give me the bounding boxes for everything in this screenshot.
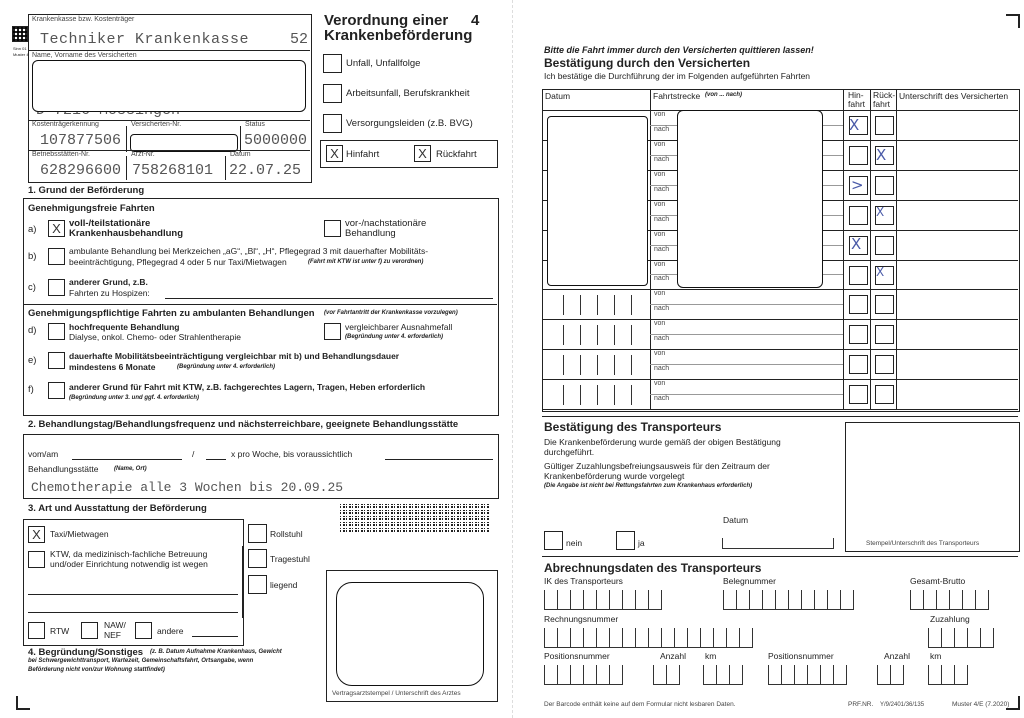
option-e-letter: e) [28, 355, 37, 366]
billing-comb-field[interactable] [544, 588, 661, 610]
billing-comb-field[interactable] [544, 663, 622, 685]
ja-checkbox[interactable] [616, 531, 635, 550]
section4-title: 4. Begründung/Sonstiges [28, 647, 144, 658]
frequency-slash: / [192, 449, 195, 459]
transport-l2: durchgeführt. [544, 447, 595, 457]
bsnr-value: 628296600 [40, 162, 122, 179]
pre-post-l1: vor-/nachstationäre [345, 218, 427, 229]
inpatient-l1: voll-/teilstationäre [69, 218, 151, 229]
route-to-label: nach [654, 245, 670, 253]
section3-title: 3. Art und Ausstattung der Beförderung [28, 503, 207, 514]
redacted-trip-dates [547, 116, 648, 286]
route-to-label: nach [654, 275, 670, 283]
col-header-datum: Datum [545, 91, 571, 101]
confirmation-title: Bestätigung durch den Versicherten [544, 56, 751, 70]
trip-rueckfahrt-checkbox[interactable] [875, 236, 894, 255]
trip-hinfahrt-checkbox[interactable] [849, 355, 868, 374]
col-header-hin-l1: Hin- [848, 90, 864, 100]
col-header-route: Fahrtstrecke [653, 91, 701, 101]
approval-trips-title: Genehmigungspflichtige Fahrten zu ambulanten Behandlungen [28, 308, 315, 319]
option-b-letter: b) [28, 251, 37, 262]
section2-title: 2. Behandlungstag/Behandlungsfrequenz und nächsterreichbare, geeignete Behandlungsstätte [28, 419, 459, 430]
route-from-label: von [654, 230, 666, 238]
route-to-label: nach [654, 395, 670, 403]
option-c-letter: c) [28, 282, 36, 293]
km2-label: km [930, 651, 942, 661]
other-reason-l2: Fahrten zu Hospizen: [69, 288, 150, 298]
route-from-label: von [654, 260, 666, 268]
section1-title: 1. Grund der Beförderung [28, 185, 145, 196]
rtw-checkbox[interactable] [28, 622, 45, 639]
rechnung-label: Rechnungsnummer [544, 614, 619, 624]
naw-l1: NAW/ [104, 620, 126, 630]
route-from-label: von [654, 290, 666, 298]
trip-rueckfahrt-checkbox[interactable] [875, 295, 894, 314]
tragestuhl-checkbox[interactable] [248, 549, 267, 568]
trip-rueckfahrt-checkbox[interactable] [875, 116, 894, 135]
andere-checkbox[interactable] [135, 622, 152, 639]
transport-note: (Die Angabe ist nicht bei Rettungsfahrten zum Krankenhaus erforderlich) [544, 483, 753, 489]
trip-hinfahrt-checkbox[interactable] [849, 206, 868, 225]
mobility-l1: dauerhafte Mobilitätsbeeinträchtigung vergleichbar mit b) und Behandlungsdauer [69, 351, 400, 361]
inpatient-checkbox[interactable]: X [48, 220, 65, 237]
other-reason-l1: anderer Grund, z.B. [69, 277, 148, 287]
trip-rueckfahrt-checkbox[interactable] [875, 385, 894, 404]
inpatient-l2: Krankenhausbehandlung [69, 228, 184, 239]
trip-rueckfahrt-checkbox[interactable] [875, 355, 894, 374]
corner-mark-bottom-left [16, 696, 30, 710]
facility-value: Chemotherapie alle 3 Wochen bis 20.09.25 [31, 480, 344, 495]
vomam-label: vom/am [28, 449, 59, 459]
section4-l3: Beförderung nicht von/zur Wohnung stattfindet) [28, 667, 165, 673]
barcode-note: Der Barcode enthält keine auf dem Formular nicht lesbaren Daten. [544, 701, 736, 708]
rollstuhl-checkbox[interactable] [248, 524, 267, 543]
transport-title: Bestätigung des Transporteurs [544, 420, 722, 434]
trip-hinfahrt-checkbox[interactable] [849, 266, 868, 285]
route-to-label: nach [654, 185, 670, 193]
high-frequency-l1: hochfrequente Behandlung [69, 322, 180, 332]
transport-l1: Die Krankenbeförderung wurde gemäß der obigen Bestätigung [544, 437, 781, 447]
accident-checkbox[interactable] [323, 54, 342, 73]
pre-post-checkbox[interactable] [324, 220, 341, 237]
ja-label: ja [638, 538, 645, 548]
route-from-label: von [654, 350, 666, 358]
trip-rueckfahrt-checkbox[interactable] [875, 176, 894, 195]
transport-stamp-box [845, 422, 1020, 552]
rtw-label: RTW [50, 626, 70, 636]
hinfahrt-label: Hinfahrt [346, 149, 380, 160]
rueckfahrt-label: Rückfahrt [436, 149, 477, 160]
rollstuhl-label: Rollstuhl [270, 529, 303, 539]
route-to-label: nach [654, 215, 670, 223]
route-from-label: von [654, 380, 666, 388]
exception-l2: (Begründung unter 4. erforderlich) [345, 334, 444, 340]
taxi-label: Taxi/Mietwagen [50, 529, 109, 539]
instruction-text: Bitte die Fahrt immer durch den Versicherten quittieren lassen! [544, 45, 814, 55]
col-header-rueck-l2: fahrt [873, 99, 891, 109]
zuzahlung-label: Zuzahlung [930, 614, 970, 624]
confirmation-subtitle: Ich bestätige die Durchführung der im Folgenden aufgeführten Fahrten [544, 71, 811, 81]
transport-l4: Krankenbeförderung wurde vorgelegt [544, 471, 685, 481]
ktw-l2: und/oder Einrichtung notwendig ist wegen [50, 559, 208, 569]
trip-hinfahrt-checkbox[interactable] [849, 385, 868, 404]
section4-note: (z. B. Datum Aufnahme Krankenhaus, Gewicht [150, 649, 282, 655]
taxi-checkbox[interactable]: X [28, 526, 45, 543]
outpatient-l2: beeinträchtigung, Pflegegrad 4 oder 5 nur Taxi/Mietwagen [69, 257, 287, 267]
datum-label: Datum [723, 515, 749, 525]
exception-checkbox[interactable] [324, 323, 341, 340]
pension-checkbox[interactable] [323, 114, 342, 133]
anzahl1-label: Anzahl [660, 651, 686, 661]
route-from-label: von [654, 200, 666, 208]
rueckfahrt-checkbox[interactable]: X [414, 145, 431, 162]
anzahl2-label: Anzahl [884, 651, 910, 661]
ktk-value: 107877506 [40, 132, 122, 149]
side-qr-code [12, 26, 28, 42]
physician-stamp-caption: Vertragsarztstempel / Unterschrift des Arztes [332, 690, 461, 697]
ktw-reason-l1: anderer Grund für Fahrt mit KTW, z.B. fachgerechtes Lagern, Tragen, Heben erforderlich [69, 382, 426, 392]
col-header-route-note: (von ... nach) [705, 92, 743, 98]
andere-label: andere [157, 626, 184, 636]
insurer-name: Techniker Krankenkasse [40, 31, 250, 48]
datum-field[interactable] [722, 528, 834, 548]
outpatient-note: (Fahrt mit KTW ist unter f) zu verordnen) [308, 259, 424, 265]
section4-l2: bei Schwergewichttransport, Wartezeit, Gemeinschaftsfahrt, Ortsangabe, wenn [28, 658, 254, 664]
lanr-value: 758268101 [132, 162, 214, 179]
option-f-letter: f) [28, 384, 34, 395]
transport-l3: Gültiger Zuzahlungsbefreiungsausweis für den Zeitraum der [544, 461, 770, 471]
outpatient-checkbox[interactable] [48, 248, 65, 265]
hinfahrt-checkbox[interactable]: X [326, 145, 343, 162]
ik-label: IK des Transporteurs [544, 576, 623, 586]
route-from-label: von [654, 111, 666, 118]
date-label: Datum [230, 151, 251, 158]
form-version: Muster 4/E (7.2020) [952, 701, 1010, 708]
gesamt-label: Gesamt-Brutto [910, 576, 966, 586]
col-header-hin-l2: fahrt [848, 99, 866, 109]
route-to-label: nach [654, 155, 670, 163]
side-code-1: Sinn 01 [13, 46, 27, 51]
approval-trips-note: (vor Fahrtantritt der Krankenkasse vorzulegen) [324, 310, 458, 316]
exception-l1: vergleichbarer Ausnahmefall [345, 322, 453, 332]
redacted-name [32, 60, 306, 112]
outpatient-l1: ambulante Behandlung bei Merkzeichen „aG“, „Bl“, „H“, Pflegegrad 3 mit dauerhafter Mobilitäts- [69, 246, 429, 256]
row6-rueckfahrt-mark: X [876, 265, 885, 279]
trip-hinfahrt-checkbox[interactable] [849, 325, 868, 344]
route-to-label: nach [654, 365, 670, 373]
lanr-label: Arzt-Nr. [131, 151, 155, 158]
route-from-label: von [654, 140, 666, 148]
km1-label: km [705, 651, 717, 661]
route-to-label: nach [654, 125, 670, 133]
prfnr-value: Y/9/2401/36/135 [880, 702, 925, 708]
work-accident-checkbox[interactable] [323, 84, 342, 103]
form-2d-barcode [340, 502, 490, 532]
row5-hinfahrt-mark: X [851, 235, 862, 253]
row3-hinfahrt-mark: > [851, 176, 864, 194]
tragestuhl-label: Tragestuhl [270, 554, 310, 564]
facility-note: (Name, Ort) [114, 466, 147, 472]
prfnr-label: PRF.NR. [848, 701, 874, 708]
billing-comb-field[interactable] [910, 588, 988, 610]
billing-comb-field[interactable] [877, 663, 903, 685]
status-value: 5000000 [244, 132, 308, 149]
col-header-signature: Unterschrift des Versicherten [899, 91, 1009, 101]
trip-hinfahrt-checkbox[interactable] [849, 146, 868, 165]
date-value: 22.07.25 [229, 162, 302, 179]
trip-rueckfahrt-checkbox[interactable] [875, 325, 894, 344]
route-from-label: von [654, 170, 666, 178]
option-d-letter: d) [28, 325, 37, 336]
high-frequency-l2: Dialyse, onkol. Chemo- oder Strahlentherapie [69, 332, 241, 342]
nein-label: nein [566, 538, 583, 548]
route-from-label: von [654, 320, 666, 328]
mobility-checkbox[interactable] [48, 352, 65, 369]
billing-comb-field[interactable] [768, 663, 846, 685]
option-a-letter: a) [28, 224, 37, 235]
col-header-rueck-l1: Rück- [873, 90, 896, 100]
work-accident-label: Arbeitsunfall, Berufskrankheit [346, 88, 470, 99]
row1-hinfahrt-mark: X [849, 116, 860, 134]
billing-title: Abrechnungsdaten des Transporteurs [544, 561, 762, 575]
row4-rueckfahrt-mark: X [876, 205, 885, 219]
row2-rueckfahrt-mark: X [876, 146, 887, 164]
side-code-2: Muster 4 [13, 52, 29, 57]
mobility-note: (Begründung unter 4. erforderlich) [177, 364, 276, 370]
pension-label: Versorgungsleiden (z.B. BVG) [346, 118, 473, 129]
mobility-l2: mindestens 6 Monate [69, 362, 156, 372]
billing-comb-field[interactable] [928, 663, 967, 685]
naw-checkbox[interactable] [81, 622, 98, 639]
status-label: Status [245, 121, 265, 128]
billing-comb-field[interactable] [723, 588, 853, 610]
transport-stamp-caption: Stempel/Unterschrift des Transporteurs [866, 540, 980, 547]
redacted-trip-routes [677, 110, 823, 288]
liegend-label: liegend [270, 580, 298, 590]
beleg-label: Belegnummer [723, 576, 776, 586]
page-fold [512, 0, 513, 718]
ktw-checkbox[interactable] [28, 551, 45, 568]
trip-hinfahrt-checkbox[interactable] [849, 295, 868, 314]
free-trips-title: Genehmigungsfreie Fahrten [28, 203, 155, 214]
billing-comb-field[interactable] [544, 626, 752, 648]
vnr-label: Versicherten-Nr. [131, 121, 182, 128]
ktw-l1: KTW, da medizinisch-fachliche Betreuung [50, 549, 208, 559]
billing-comb-field[interactable] [653, 663, 679, 685]
high-frequency-checkbox[interactable] [48, 323, 65, 340]
ktw-reason-checkbox[interactable] [48, 382, 65, 399]
corner-mark-top-right [1006, 14, 1020, 28]
per-week-label: x pro Woche, bis voraussichtlich [231, 449, 353, 459]
naw-l2: NEF [104, 630, 121, 640]
nein-checkbox[interactable] [544, 531, 563, 550]
insurer-label: Krankenkasse bzw. Kostenträger [32, 16, 135, 23]
accident-label: Unfall, Unfallfolge [346, 58, 421, 69]
other-reason-checkbox[interactable] [48, 279, 65, 296]
route-to-label: nach [654, 335, 670, 343]
ktk-label: Kostenträgerkennung [32, 121, 99, 128]
liegend-checkbox[interactable] [248, 575, 267, 594]
billing-comb-field[interactable] [928, 626, 993, 648]
redacted-physician-stamp [336, 582, 484, 686]
name-label: Name, Vorname des Versicherten [32, 52, 137, 59]
form-title-line1: Verordnung einer [324, 12, 449, 29]
pos1-label: Positionsnummer [544, 651, 610, 661]
facility-label: Behandlungsstätte [28, 464, 99, 474]
form-number: 4 [471, 12, 480, 29]
ktw-reason-l2: (Begründung unter 3. und ggf. 4. erforderlich) [69, 395, 199, 401]
route-to-label: nach [654, 305, 670, 313]
form-title-line2: Krankenbeförderung [324, 27, 473, 44]
pos2-label: Positionsnummer [768, 651, 834, 661]
pre-post-l2: Behandlung [345, 228, 396, 239]
bsnr-label: Betriebsstätten-Nr. [32, 151, 90, 158]
insurer-code: 52 [290, 31, 309, 48]
billing-comb-field[interactable] [703, 663, 742, 685]
